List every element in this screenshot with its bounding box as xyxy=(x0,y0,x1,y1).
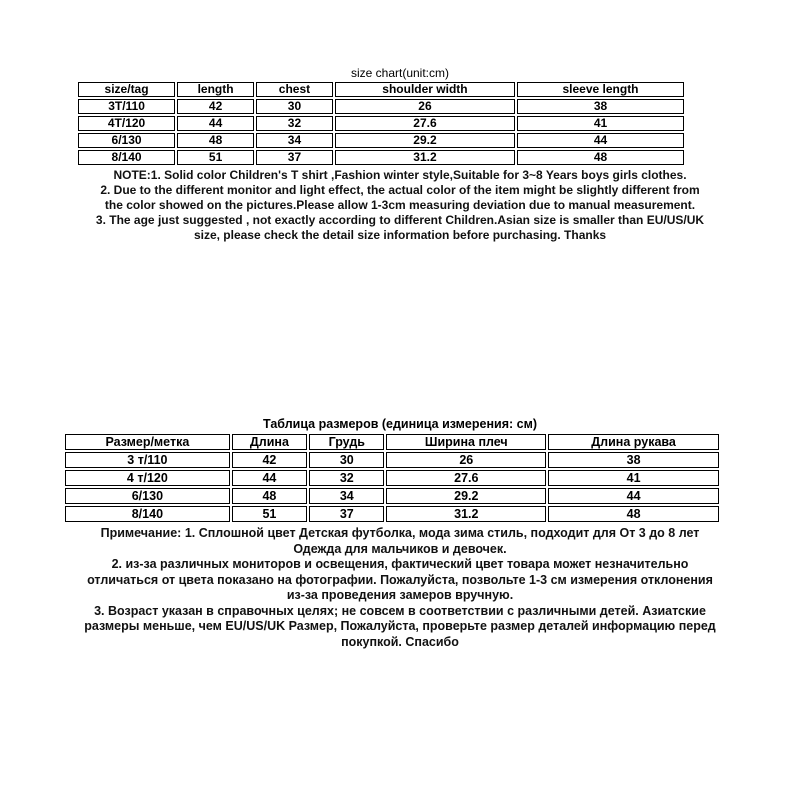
russian-size-chart-section xyxy=(0,416,800,650)
table-cell: 3 т/110 xyxy=(65,452,230,468)
table-cell: 4T/120 xyxy=(78,116,175,131)
note-line: 3. Возраст указан в справочных целях; не совсем в соответствии с различными детей. Азиатские xyxy=(94,603,706,618)
header-sleeve-length: sleeve length xyxy=(517,82,684,97)
table-cell: 44 xyxy=(177,116,254,131)
table-cell: 32 xyxy=(309,470,384,486)
table-cell: 8/140 xyxy=(65,506,230,522)
table-cell: 34 xyxy=(256,133,333,148)
table-cell: 26 xyxy=(335,99,515,114)
table-cell: 4 т/120 xyxy=(65,470,230,486)
note-line: размеры меньше, чем EU/US/UK Размер, Пожалуйста, проверьте размер деталей информацию перед xyxy=(84,619,716,633)
table-cell: 48 xyxy=(232,488,307,504)
header-shoulder-width: shoulder width xyxy=(335,82,515,97)
table-cell: 6/130 xyxy=(65,488,230,504)
table-cell: 30 xyxy=(309,452,384,468)
table-row xyxy=(78,150,684,165)
table-cell: 30 xyxy=(256,99,333,114)
table-cell: 34 xyxy=(309,488,384,504)
table-cell: 6/130 xyxy=(78,133,175,148)
table-cell: 48 xyxy=(177,133,254,148)
english-notes xyxy=(0,168,800,243)
table-row xyxy=(78,116,684,131)
russian-size-chart-title: Таблица размеров (единица измерения: см) xyxy=(263,417,537,431)
note-line: NOTE:1. Solid color Children's T shirt ,Fashion winter style,Suitable for 3~8 Years boys girls clothes. xyxy=(113,168,687,182)
table-cell: 44 xyxy=(517,133,684,148)
table-cell: 44 xyxy=(232,470,307,486)
note-line: Одежда для мальчиков и девочек. xyxy=(293,541,507,556)
header-chest: Грудь xyxy=(309,434,384,450)
table-cell: 32 xyxy=(256,116,333,131)
note-line: size, please check the detail size information before purchasing. Thanks xyxy=(193,228,607,242)
table-cell: 51 xyxy=(232,506,307,522)
note-line: 2. Due to the different monitor and light effect, the actual color of the item might be slightly different from xyxy=(100,183,700,197)
table-cell: 38 xyxy=(517,99,684,114)
table-row xyxy=(65,506,719,522)
english-size-chart-title: size chart(unit:cm) xyxy=(350,66,450,80)
table-cell: 42 xyxy=(232,452,307,468)
note-line: 3. The age just suggested , not exactly according to different Children.Asian size is smaller than EU/US/UK xyxy=(95,213,705,227)
table-row xyxy=(78,133,684,148)
english-size-table xyxy=(76,80,686,167)
table-row xyxy=(65,470,719,486)
table-row xyxy=(78,99,684,114)
note-line: 2. из-за различных мониторов и освещения, фактический цвет товара может незначительно xyxy=(111,557,689,571)
table-cell: 41 xyxy=(517,116,684,131)
russian-notes xyxy=(0,526,800,650)
header-sleeve-length: Длина рукава xyxy=(548,434,719,450)
header-shoulder-width: Ширина плеч xyxy=(386,434,546,450)
table-cell: 38 xyxy=(548,452,719,468)
header-size-tag: size/tag xyxy=(78,82,175,97)
table-row xyxy=(65,488,719,504)
table-cell: 31.2 xyxy=(386,506,546,522)
russian-size-table xyxy=(63,432,721,524)
note-line: из-за проведения замеров вручную. xyxy=(286,588,514,602)
table-cell: 26 xyxy=(386,452,546,468)
table-cell: 31.2 xyxy=(335,150,515,165)
table-cell: 44 xyxy=(548,488,719,504)
header-length: Длина xyxy=(232,434,307,450)
table-cell: 42 xyxy=(177,99,254,114)
table-cell: 27.6 xyxy=(386,470,546,486)
table-cell: 29.2 xyxy=(386,488,546,504)
table-cell: 27.6 xyxy=(335,116,515,131)
note-line: покупкой. Спасибо xyxy=(341,634,459,649)
header-length: length xyxy=(177,82,254,97)
header-size-tag: Размер/метка xyxy=(65,434,230,450)
table-cell: 51 xyxy=(177,150,254,165)
table-cell: 48 xyxy=(548,506,719,522)
table-cell: 3T/110 xyxy=(78,99,175,114)
table-cell: 41 xyxy=(548,470,719,486)
table-row xyxy=(65,452,719,468)
note-line: Примечание: 1. Сплошной цвет Детская футболка, мода зима стиль, подходит для От 3 до 8 лет xyxy=(100,526,700,540)
english-size-chart-section xyxy=(0,66,800,243)
note-line: отличаться от цвета показано на фотографии. Пожалуйста, позвольте 1-3 см измерения отклонения xyxy=(87,572,713,587)
header-chest: chest xyxy=(256,82,333,97)
table-header-row xyxy=(65,434,719,450)
table-cell: 8/140 xyxy=(78,150,175,165)
table-header-row xyxy=(78,82,684,97)
table-cell: 48 xyxy=(517,150,684,165)
table-cell: 29.2 xyxy=(335,133,515,148)
table-cell: 37 xyxy=(256,150,333,165)
note-line: the color showed on the pictures.Please allow 1-3cm measuring deviation due to manual measurement. xyxy=(104,198,696,212)
table-cell: 37 xyxy=(309,506,384,522)
